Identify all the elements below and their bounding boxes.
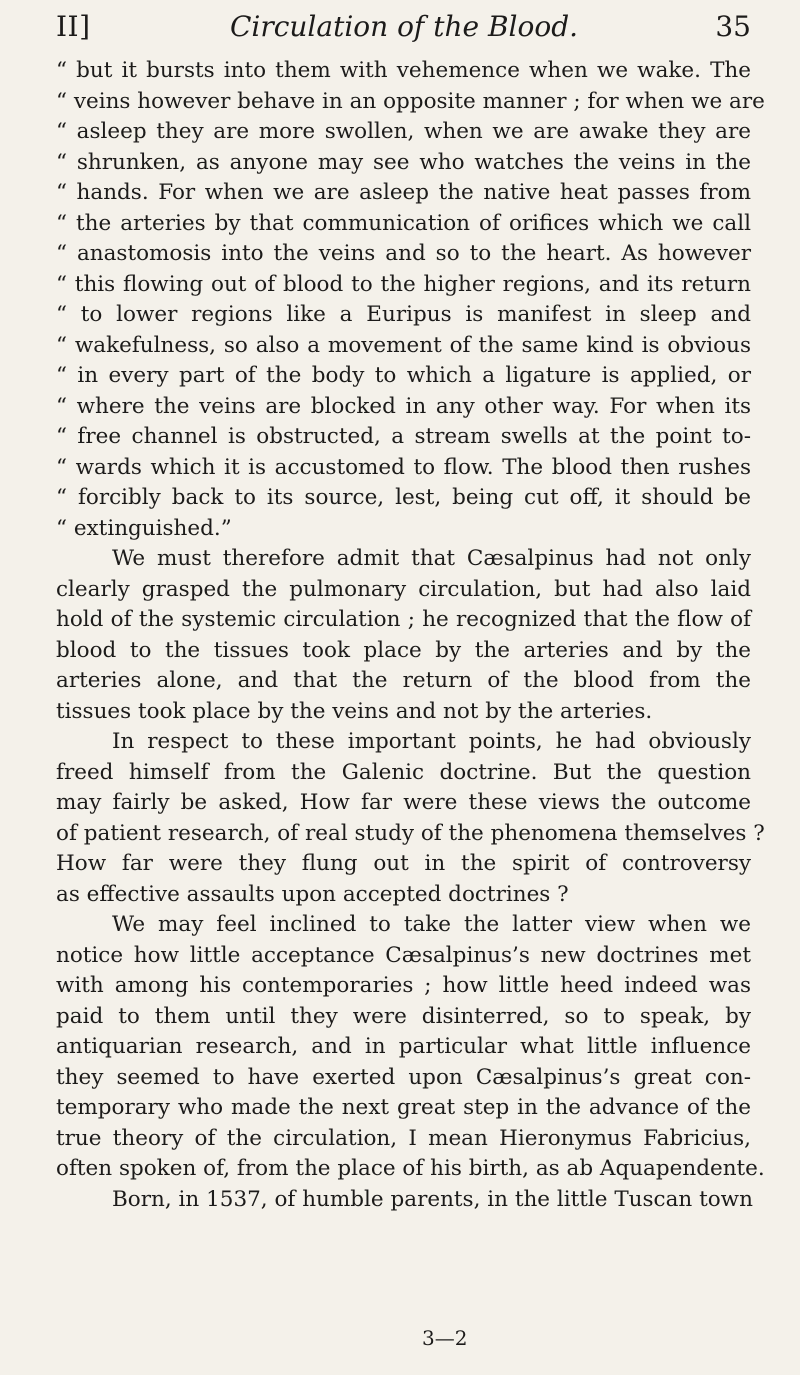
paragraph-start-line: In respect to these important points, he had obviously	[112, 729, 751, 754]
text-line: “ where the veins are blocked in any other way. For when its	[56, 393, 751, 419]
text-line: tissues took place by the veins and not by the arteries.	[56, 698, 653, 724]
text-line: blood to the tissues took place by the arteries and by the	[56, 637, 751, 663]
text-line: “ this flowing out of blood to the higher regions, and its return	[56, 271, 751, 297]
text-line: hold of the systemic circulation ; he recognized that the flow of	[56, 607, 751, 632]
text-line: antiquarian research, and in particular what little influence	[56, 1034, 751, 1059]
text-line: “ to lower regions like a Euripus is manifest in sleep and	[56, 302, 751, 327]
text-line: clearly grasped the pulmonary circulation, but had also laid	[56, 576, 751, 602]
paragraph-start-line: We may feel inclined to take the latter view when we	[112, 912, 751, 937]
chapter-number: II]	[56, 10, 91, 43]
text-line: “ free channel is obstructed, a stream swells at the point to-	[56, 424, 751, 449]
text-line: “ extinguished.”	[56, 515, 232, 541]
text-line: “ the arteries by that communication of orifices which we call	[56, 210, 751, 236]
text-line: “ veins however behave in an opposite manner ; for when we are	[56, 88, 765, 114]
running-header	[56, 10, 751, 54]
text-line: “ asleep they are more swollen, when we are awake they are	[56, 119, 751, 144]
paragraph-start-line: We must therefore admit that Cæsalpinus had not only	[112, 546, 751, 571]
text-line: paid to them until they were disinterred, so to speak, by	[56, 1003, 751, 1029]
text-line: true theory of the circulation, I mean Hieronymus Fabricius,	[56, 1125, 751, 1151]
text-line: “ forcibly back to its source, lest, being cut off, it should be	[56, 485, 751, 510]
text-line: with among his contemporaries ; how little heed indeed was	[56, 973, 751, 998]
running-title: Circulation of the Blood.	[229, 10, 579, 43]
text-line: temporary who made the next great step in the advance of the	[56, 1095, 751, 1120]
text-line: “ hands. For when we are asleep the native heat passes from	[56, 180, 751, 205]
text-line: may fairly be asked, How far were these views the outcome	[56, 790, 751, 815]
text-line: freed himself from the Galenic doctrine. But the question	[56, 759, 751, 785]
text-line: often spoken of, from the place of his birth, as ab Aquapendente.	[56, 1156, 765, 1181]
text-line: “ in every part of the body to which a ligature is applied, or	[56, 363, 751, 388]
text-line: How far were they flung out in the spirit of controversy	[56, 851, 751, 876]
text-line: “ anastomosis into the veins and so to the heart. As however	[56, 241, 751, 266]
body-text	[56, 56, 765, 1215]
text-line: “ shrunken, as anyone may see who watches the veins in the	[56, 149, 751, 175]
text-line: as effective assaults upon accepted doctrines ?	[56, 881, 569, 907]
text-line: of patient research, of real study of the phenomena themselves ?	[56, 820, 765, 846]
text-line: “ wards which it is accustomed to flow. The blood then rushes	[56, 454, 751, 480]
text-line: they seemed to have exerted upon Cæsalpinus’s great con-	[56, 1064, 751, 1090]
text-line: arteries alone, and that the return of the blood from the	[56, 668, 751, 693]
text-line: “ wakefulness, so also a movement of the same kind is obvious	[56, 332, 751, 358]
signature-mark: 3—2	[422, 1326, 468, 1350]
paragraph-start-line: Born, in 1537, of humble parents, in the little Tuscan town	[112, 1186, 753, 1212]
text-line: “ but it bursts into them with vehemence when we wake. The	[56, 58, 751, 83]
page-number: 35	[715, 10, 751, 43]
text-line: notice how little acceptance Cæsalpinus’s new doctrines met	[56, 942, 751, 968]
